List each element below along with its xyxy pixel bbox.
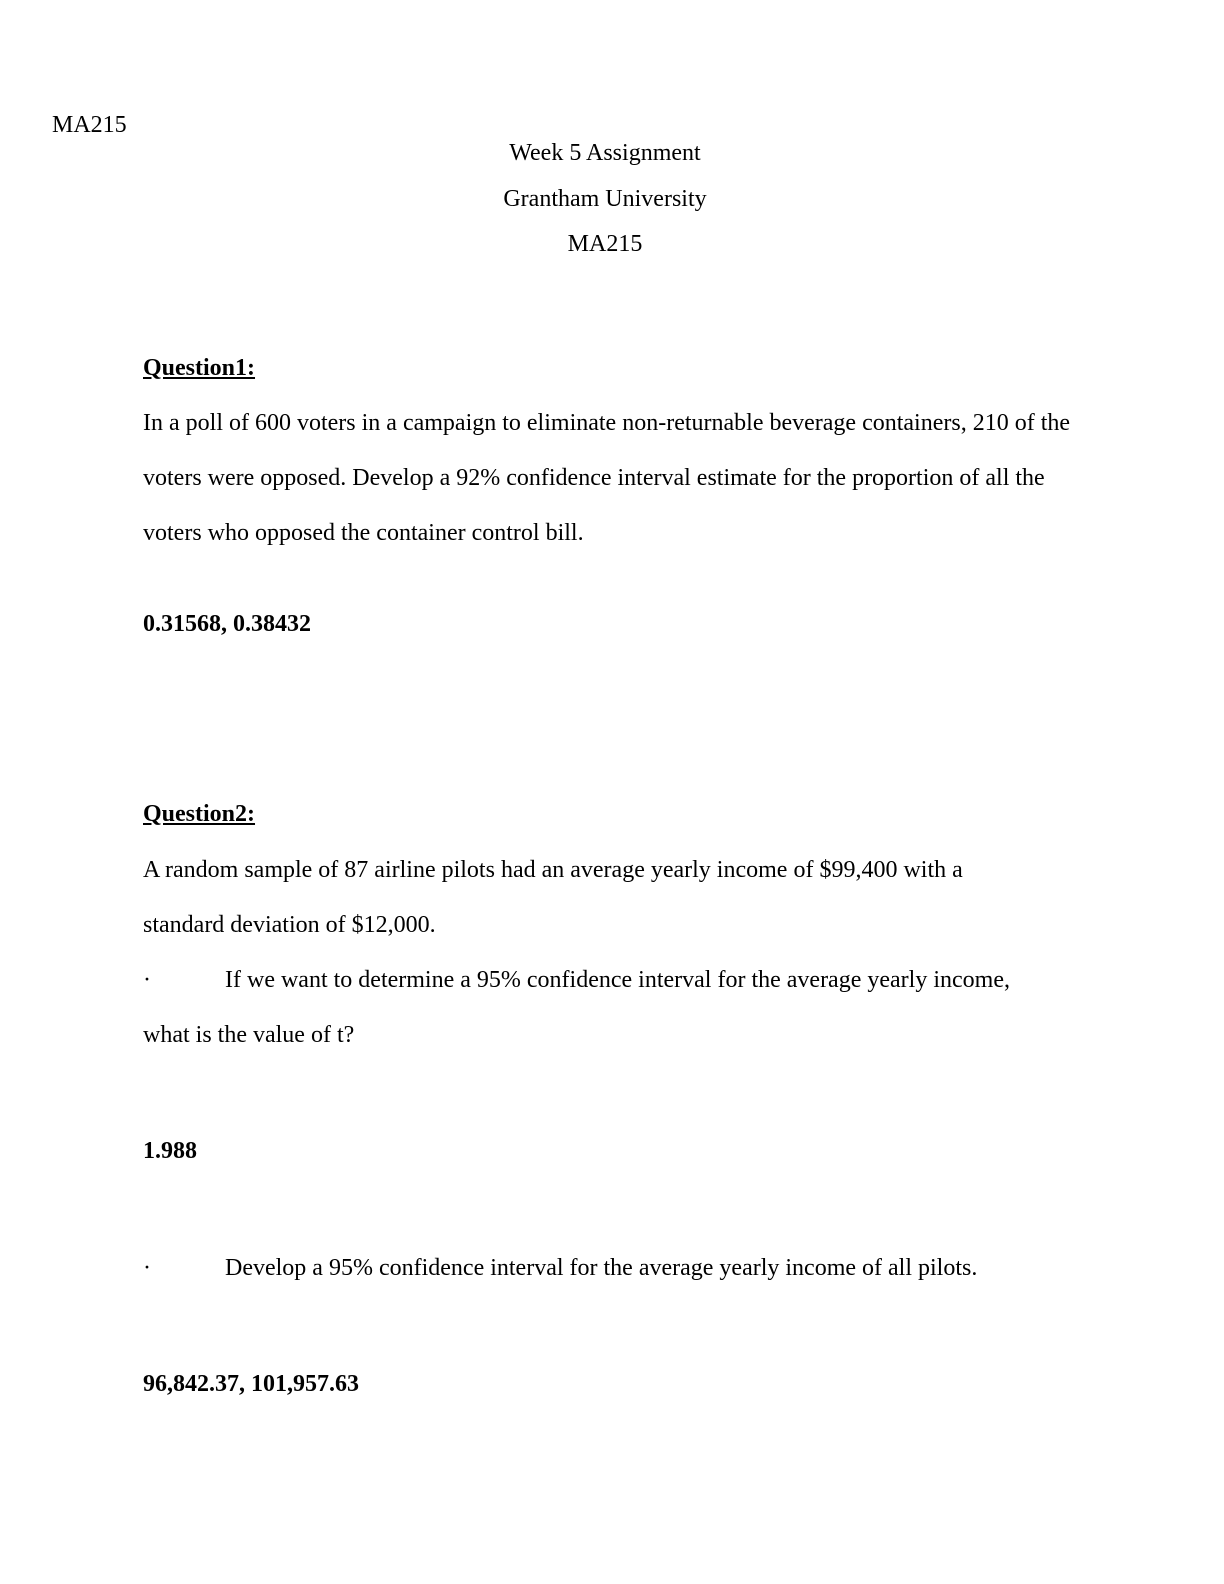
question1-line-2: voters were opposed. Develop a 92% confidence interval estimate for the proportion of all the bbox=[143, 465, 1045, 491]
question2-part-b-answer: 96,842.37, 101,957.63 bbox=[143, 1371, 359, 1397]
course-code-title: MA215 bbox=[567, 231, 643, 257]
question2-part-b-text: Develop a 95% confidence interval for the average yearly income of all pilots. bbox=[225, 1255, 978, 1281]
assignment-title: Week 5 Assignment bbox=[509, 140, 701, 166]
question2-part-a-answer: 1.988 bbox=[143, 1138, 197, 1164]
question1-line-3: voters who opposed the container control bill. bbox=[143, 520, 584, 546]
question2-heading: Question2: bbox=[143, 801, 256, 827]
question2-line-1: A random sample of 87 airline pilots had an average yearly income of $99,400 with a bbox=[143, 857, 963, 883]
question1-line-1: In a poll of 600 voters in a campaign to eliminate non-returnable beverage containers, 210 of the bbox=[143, 410, 1071, 436]
course-code-header: MA215 bbox=[52, 112, 127, 138]
question2-part-a-text: If we want to determine a 95% confidence interval for the average yearly income, bbox=[225, 967, 1010, 993]
institution-name: Grantham University bbox=[503, 186, 707, 212]
question1-heading: Question1: bbox=[143, 355, 256, 381]
question1-answer: 0.31568, 0.38432 bbox=[143, 611, 311, 637]
question2-part-b-bullet: · bbox=[143, 1255, 151, 1281]
question2-part-a-continuation: what is the value of t? bbox=[143, 1022, 355, 1048]
question2-line-2: standard deviation of $12,000. bbox=[143, 912, 436, 938]
question2-part-a-bullet: · bbox=[143, 967, 151, 993]
